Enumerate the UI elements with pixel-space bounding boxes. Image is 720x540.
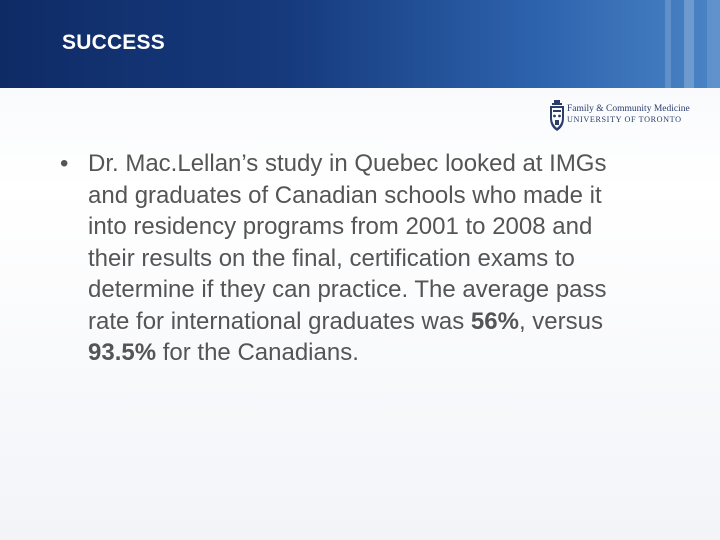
university-crest-icon [549,100,565,132]
bullet-marker: • [60,150,69,177]
header-decorative-stripe [684,0,694,88]
bullet-text-part: , versus [518,307,603,335]
logo-university-name: UNIVERSITY OF TORONTO [567,115,682,124]
department-logo [549,100,689,134]
logo-department-name: Family & Community Medicine [567,104,690,114]
bullet-text-part: for the Canadians. [156,339,359,366]
bullet-text [88,148,630,369]
logo-wordmark [567,104,691,125]
pass-rate-canadian: 93.5% [88,339,157,366]
header-decorative-stripe [707,0,720,88]
bullet-text-part: Dr. Mac.Lellan’s study in Quebec looked at IMGs and graduates of Canadian schools who made it into residency programs from 2001 to 2008 and their results on the final, certification exams to determine if they can practice. The average pass rate for international graduates was [88,150,607,335]
header-decorative-stripe [665,0,671,88]
bullet-list [60,148,630,369]
slide-title: SUCCESS [62,31,165,54]
pass-rate-international: 56% [470,307,519,335]
